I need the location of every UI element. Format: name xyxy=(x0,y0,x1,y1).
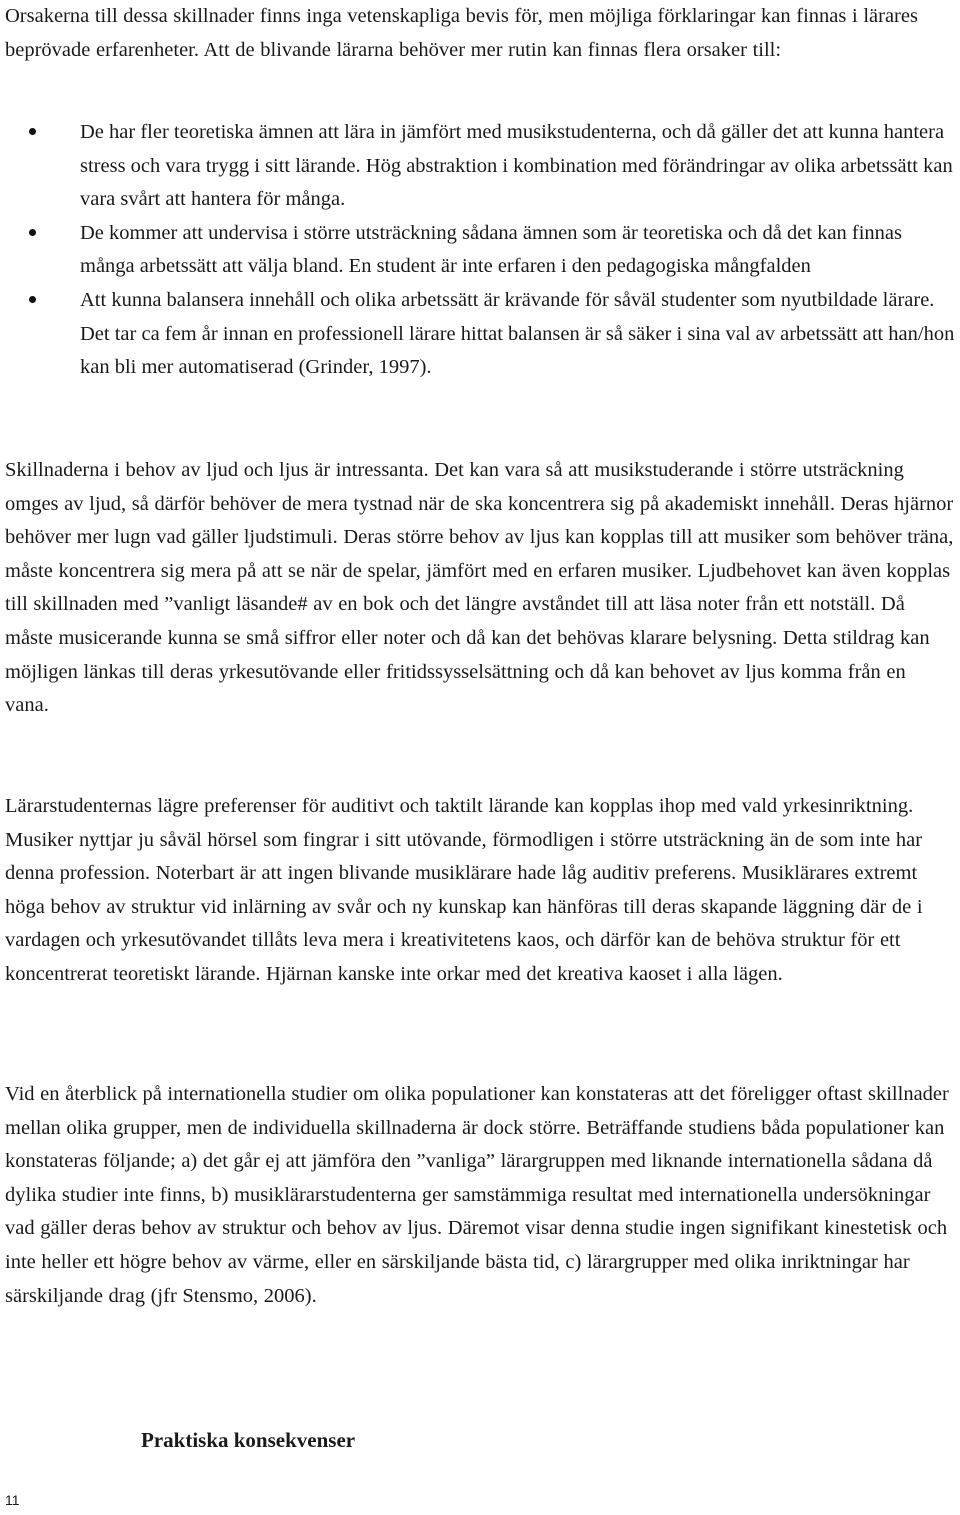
intro-paragraph: Orsakerna till dessa skillnader finns inga vetenskapliga bevis för, men möjliga förklaringar kan finnas i lärares beprövade erfarenheter. Att de blivande lärarna behöver mer rutin kan finnas flera orsaker till: xyxy=(5,5,918,61)
bullet-text: De kommer att undervisa i större utsträckning sådana ämnen som är teoretiska och då det kan finnas många arbetssätt att välja bland. En student är inte erfaren i den pedagogiska mångfalden xyxy=(80,221,903,278)
paragraph-auditory-tactile: Lärarstudenternas lägre preferenser för auditivt och taktilt lärande kan kopplas ihop med vald yrkesinriktning. Musiker nyttjar ju såväl hörsel som fingrar i sitt utövande, förmodligen i större utsträckning än de som inte har denna profession. Noterbart är att ingen blivande musiklärare hade låg auditiv preferens. Musiklärares extremt höga behov av struktur vid inlärning av svår och ny kunskap kan hänföras till deras skapande läggning där de i vardagen och yrkesutövandet tillåts leva mera i kreativitetens kaos, och därför kan de behöva struktur för ett koncentrerat teoretiskt lärande. Hjärnan kanske inte orkar med det kreativa kaoset i alla lägen. xyxy=(5,795,923,985)
bullet-dot-icon xyxy=(29,296,36,303)
bullet-item xyxy=(5,217,955,284)
paragraph-light-sound: Skillnaderna i behov av ljud och ljus är intressanta. Det kan vara så att musikstuderande i större utsträckning omges av ljud, så därför behöver de mera tystnad när de ska koncentrera sig på akademiskt innehåll. Deras hjärnor behöver mer lugn vad gäller ljudstimuli. Deras större behov av ljus kan kopplas till att musiker som behöver träna, måste koncentrera sig mera på att se när de spelar, jämfört med en erfaren musiker. Ljudbehovet kan även kopplas till skillnaden med ”vanligt läsande# av en bok och det längre avståndet till att läsa noter från ett notställ. Då måste musicerande kunna se små siffror eller noter och då kan det behövas klarare belysning. Detta stildrag kan möjligen länkas till deras yrkesutövande eller fritidssysselsättning och då kan behovet av ljus komma från en vana. xyxy=(5,459,954,717)
bullet-item xyxy=(5,284,955,385)
bullet-list xyxy=(5,116,955,385)
page-number: 11 xyxy=(5,1492,20,1508)
bullet-text: De har fler teoretiska ämnen att lära in jämfört med musikstudenterna, och då gäller det att kunna hantera stress och vara trygg i sitt lärande. Hög abstraktion i kombination med förändringar av olika arbetssätt kan vara svårt att hantera för många. xyxy=(80,121,953,211)
bullet-dot-icon xyxy=(29,128,36,135)
bullet-item xyxy=(5,116,955,217)
bullet-text: Att kunna balansera innehåll och olika arbetssätt är krävande för såväl studenter som nyutbildade lärare. Det tar ca fem år innan en professionell lärare hittat balansen är så säker i sina val av arbetssätt att han/hon kan bli mer automatiserad (Grinder, 1997). xyxy=(80,288,955,379)
paragraph-international: Vid en återblick på internationella studier om olika populationer kan konstateras att det föreligger oftast skillnader mellan olika grupper, men de individuella skillnaderna är dock större. Beträffande studiens båda populationer kan konstateras följande; a) det går ej att jämföra den ”vanliga” lärargruppen med liknande internationella sådana då dylika studier inte finns, b) musiklärarstudenterna ger samstämmiga resultat med internationella undersökningar vad gäller deras behov av struktur och behov av ljus. Däremot visar denna studie ingen signifikant kinestetisk och inte heller ett högre behov av värme, eller en särskiljande bästa tid, c) lärargrupper med olika inriktningar har särskiljande drag (jfr Stensmo, 2006). xyxy=(5,1083,949,1307)
bullet-dot-icon xyxy=(29,229,36,236)
section-heading: Praktiska konsekvenser xyxy=(141,1428,356,1452)
